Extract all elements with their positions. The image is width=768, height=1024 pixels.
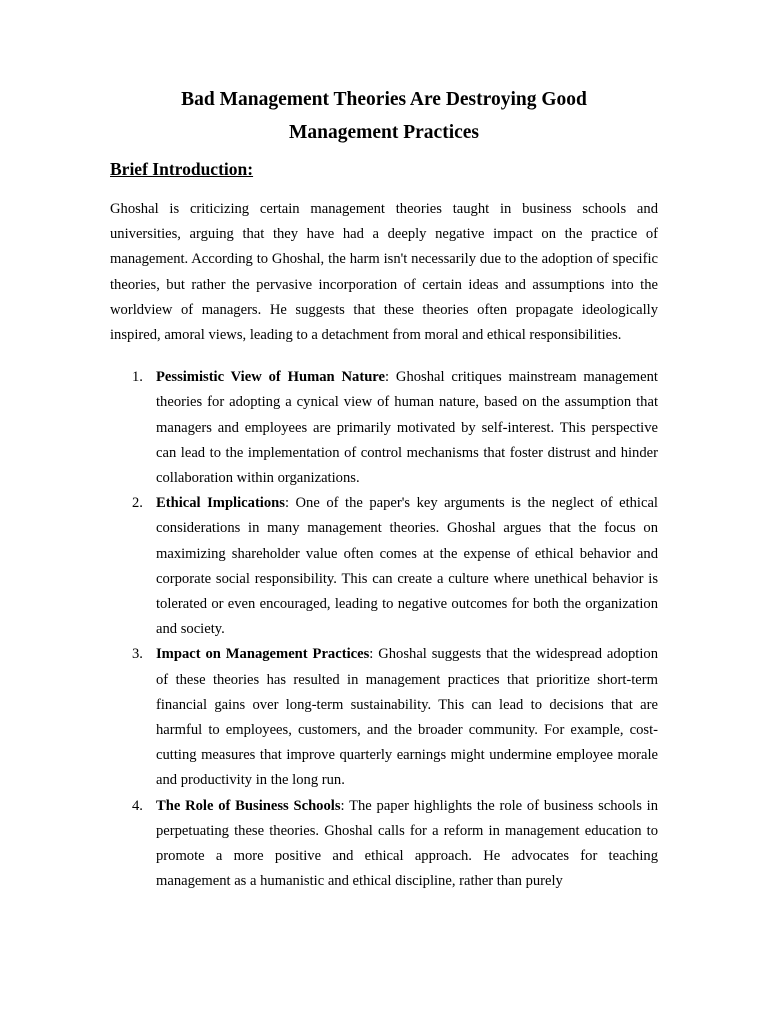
list-item-number: 1. (132, 369, 143, 386)
section-heading: Brief Introduction: (110, 159, 254, 179)
list-item-term: Ethical Implications (156, 495, 285, 512)
list-item (110, 642, 658, 793)
list-item-text: : Ghoshal critiques mainstream management theories for adopting a cynical view of human nature, based on the assumption that managers and employees are primarily motivated by self-interest. This perspective can lead to the implementation of control mechanisms that foster distrust and hinder collaboration within organizations. (156, 369, 658, 487)
document-title (110, 83, 658, 149)
title-line-1: Bad Management Theories Are Destroying Good (181, 89, 587, 110)
list-item-term: Pessimistic View of Human Nature (156, 369, 385, 386)
key-points-list (110, 365, 658, 894)
list-item-number: 2. (132, 495, 143, 512)
list-item-text: : Ghoshal suggests that the widespread adoption of these theories has resulted in management practices that prioritize short-term financial gains over long-term sustainability. This can lead to decisions that are harmful to employees, customers, and the broader community. For example, cost-cutting measures that improve quarterly earnings might undermine employee morale and productivity in the long run. (156, 646, 658, 789)
list-item-term: The Role of Business Schools (156, 797, 341, 814)
list-item-text: : One of the paper's key arguments is the neglect of ethical considerations in many management theories. Ghoshal argues that the focus on maximizing shareholder value often comes at the expense of ethical behavior and corporate social responsibility. This can create a culture where unethical behavior is tolerated or even encouraged, leading to negative outcomes for both the organization and society. (156, 495, 658, 638)
list-item-number: 3. (132, 646, 143, 663)
list-item (110, 365, 658, 491)
list-item-number: 4. (132, 797, 143, 814)
intro-paragraph: Ghoshal is criticizing certain management theories taught in business schools and universities, arguing that they have had a deeply negative impact on the practice of management. According to Ghoshal, the harm isn't necessarily due to the adoption of specific theories, but rather the pervasive incorporation of certain ideas and assumptions into the worldview of managers. He suggests that these theories often propagate ideologically inspired, amoral views, leading to a detachment from moral and ethical responsibilities. (110, 201, 658, 344)
document-page (110, 83, 658, 894)
title-line-2: Management Practices (288, 122, 480, 143)
list-item (110, 794, 658, 895)
list-item (110, 491, 658, 642)
list-item-text: : The paper highlights the role of business schools in perpetuating these theories. Ghoshal calls for a reform in management education to promote a more positive and ethical approach. He advocates for teaching management as a humanistic and ethical discipline, rather than purely (156, 797, 658, 890)
list-item-term: Impact on Management Practices (156, 646, 370, 663)
